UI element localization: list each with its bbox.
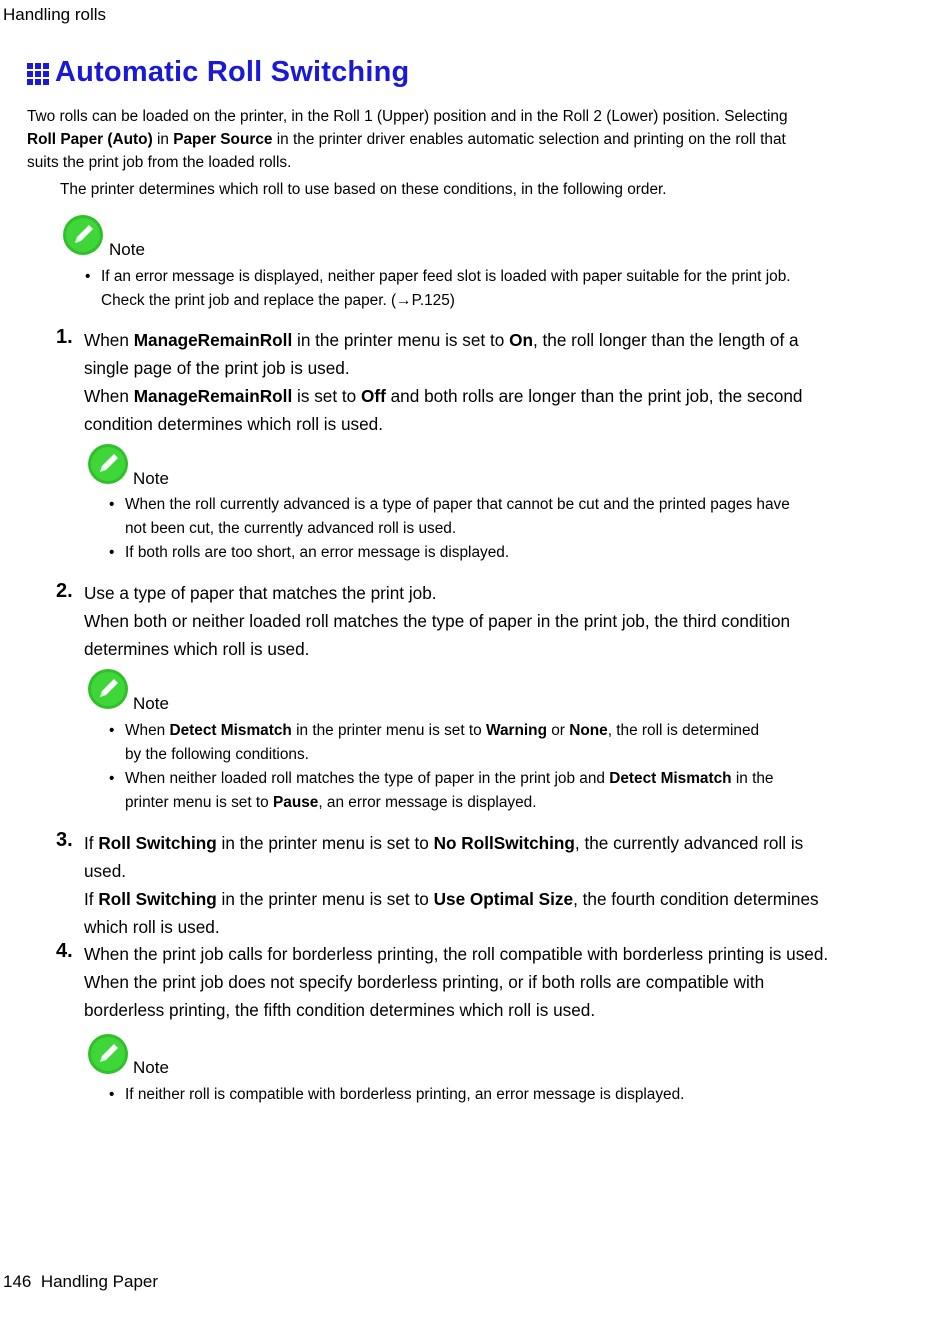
note-block [87, 668, 129, 715]
note-item: • If an error message is displayed, neither paper feed slot is loaded with paper suitable for the print job. Check the print job and replace the paper. (→P.125) [85, 265, 885, 313]
step-text: If Roll Switching in the printer menu is set to No RollSwitching, the currently advanced roll is used. If Roll Switching in the printer menu is set to Use Optimal Size, the fourth condition determines which roll is used. [84, 833, 819, 937]
note-item: • When the roll currently advanced is a type of paper that cannot be cut and the printed pages have not been cut, the currently advanced roll is used. [109, 493, 889, 541]
note-list [85, 265, 885, 313]
note-item: • When Detect Mismatch in the printer menu is set to Warning or None, the roll is determined by the following conditions. [109, 719, 889, 767]
note-list [109, 719, 889, 815]
note-item: • When neither loaded roll matches the type of paper in the print job and Detect Mismatch in the printer menu is set to Pause, an error message is displayed. [109, 767, 889, 815]
running-head: Handling rolls [3, 5, 106, 24]
step-text: When ManageRemainRoll in the printer menu is set to On, the roll longer than the length of a single page of the print job is used. When ManageRemainRoll is set to Off and both rolls are longer than the print job, the second condition determines which roll is used. [84, 330, 803, 434]
note-label: Note [133, 1058, 169, 1077]
intro-paragraph: Two rolls can be loaded on the printer, in the Roll 1 (Upper) position and in the Roll 2 (Lower) position. Selecting Roll Paper (Auto) in Paper Source in the printer driver enables automatic selection and printing on the roll that suits the print job from the loaded rolls. [27, 108, 788, 171]
step-number: 3. [56, 829, 73, 851]
note-pencil-icon [87, 668, 129, 710]
step-text: Use a type of paper that matches the print job. When both or neither loaded roll matches the type of paper in the print job, the third condition determines which roll is used. [84, 583, 791, 659]
note-label: Note [133, 469, 169, 488]
note-list [109, 1083, 889, 1107]
page-footer [3, 1272, 158, 1292]
page-title: Automatic Roll Switching [55, 56, 410, 88]
note-item: • If neither roll is compatible with borderless printing, an error message is displayed. [109, 1083, 889, 1107]
note-label: Note [133, 694, 169, 713]
note-pencil-icon [87, 1033, 129, 1075]
note-block [62, 214, 104, 261]
note-pencil-icon [87, 443, 129, 485]
note-list [109, 493, 889, 565]
section-grid-icon [27, 63, 49, 85]
note-pencil-icon [62, 214, 104, 256]
note-block [87, 443, 129, 490]
note-item: • If both rolls are too short, an error message is displayed. [109, 541, 889, 565]
step-number: 2. [56, 580, 73, 602]
step-text: When the print job calls for borderless printing, the roll compatible with borderless printing is used. When the print job does not specify borderless printing, or if both rolls are compatible with borderless printing, the fifth condition determines which roll is used. [84, 944, 829, 1020]
order-paragraph: The printer determines which roll to use based on these conditions, in the following order. [60, 181, 667, 198]
footer-section: Handling Paper [40, 1272, 159, 1291]
step-number: 1. [56, 326, 73, 348]
page-number: 146 [3, 1272, 32, 1291]
section-heading [27, 56, 409, 89]
step-number: 4. [56, 940, 73, 962]
note-label: Note [109, 240, 145, 259]
note-block [87, 1033, 129, 1080]
